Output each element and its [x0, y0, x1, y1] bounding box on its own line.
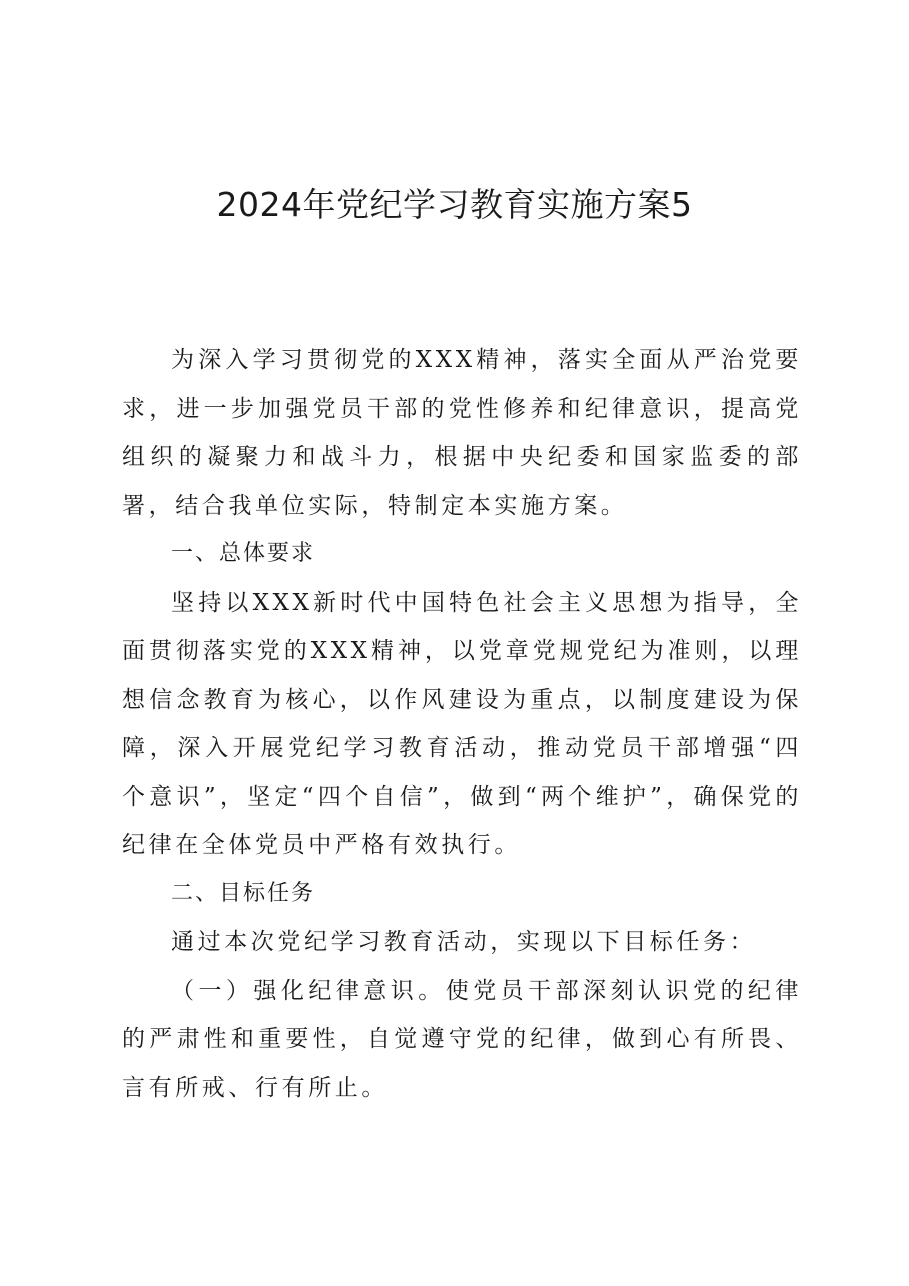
goal-item-1-paragraph: （一）强化纪律意识。使党员干部深刻认识党的纪律的严肃性和重要性，自觉遵守党的纪律，做到心有所畏、言有所戒、行有所止。: [122, 977, 802, 1101]
document-title: 2024年党纪学习教育实施方案5: [216, 185, 693, 224]
document-body: [122, 336, 802, 1112]
section-heading-goals-tasks: 二、目标任务: [171, 880, 316, 906]
general-requirements-paragraph: 坚持以XXX新时代中国特色社会主义思想为指导，全面贯彻落实党的XXX精神，以党章党规党纪为准则，以理想信念教育为核心，以作风建设为重点，以制度建设为保障，深入开展党纪学习教育活动，推动党员干部增强“四个意识”，坚定“四个自信”，做到“两个维护”，确保党的纪律在全体党员中严格有效执行。: [122, 589, 802, 858]
goals-intro-paragraph: 通过本次党纪学习教育活动，实现以下目标任务：: [171, 929, 757, 955]
intro-paragraph: 为深入学习贯彻党的XXX精神，落实全面从严治党要求，进一步加强党员干部的党性修养和纪律意识，提高党组织的凝聚力和战斗力，根据中央纪委和国家监委的部署，结合我单位实际，特制定本实施方案。: [122, 347, 802, 519]
section-heading-general-requirements: 一、总体要求: [171, 541, 316, 566]
